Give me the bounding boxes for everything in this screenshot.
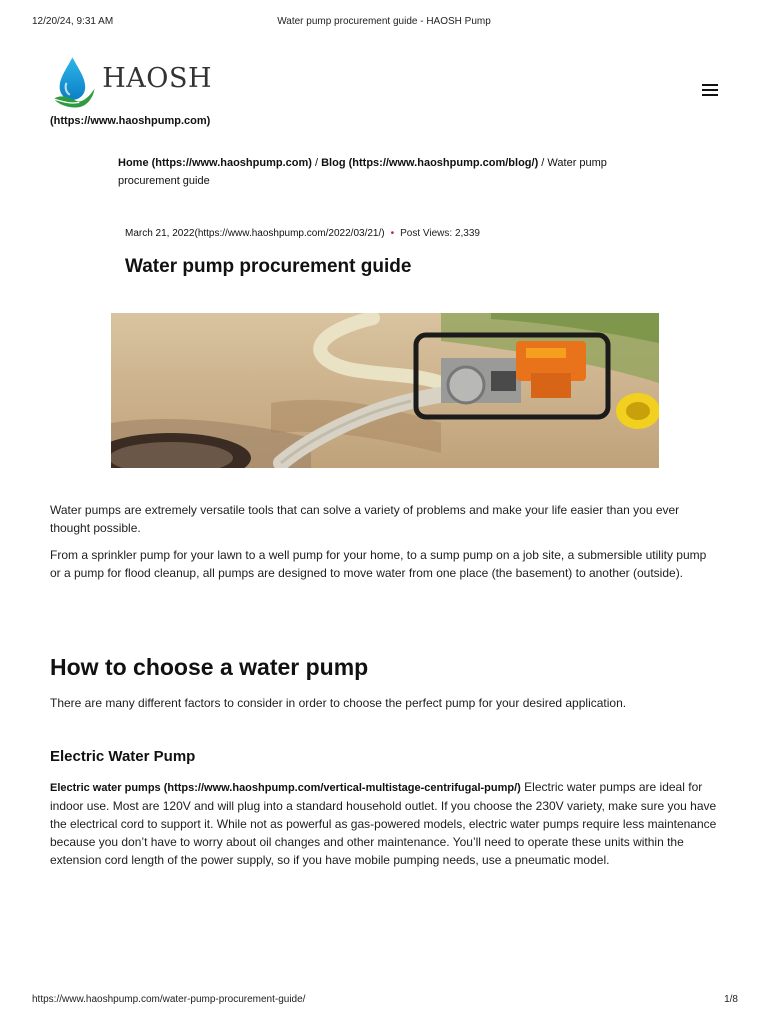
logo-link[interactable]: (https://www.haoshpump.com) [50,115,211,127]
post-date-link[interactable]: March 21, 2022(https://www.haoshpump.com/2022/03/21/) [125,228,385,239]
print-page-number: 1/8 [724,994,738,1005]
section-heading-electric-pump: Electric Water Pump [50,748,196,765]
breadcrumb-current: Water pump procurement guide [118,157,607,187]
intro-paragraph-2: From a sprinkler pump for your lawn to a well pump for your home, to a sump pump on a job site, a submersible utility pump or a pump for flood cleanup, all pumps are designed to move water from one place (the basement) to another (outside). [50,548,707,580]
post-title: Water pump procurement guide [125,256,412,277]
hero-image-water-pump [111,313,659,468]
print-footer [0,994,768,1008]
electric-pump-link[interactable]: Electric water pumps (https://www.haoshpump.com/vertical-multistage-centrifugal-pump/) [50,782,521,794]
print-footer-url: https://www.haoshpump.com/water-pump-procurement-guide/ [32,994,306,1005]
print-datetime: 12/20/24, 9:31 AM [32,16,114,27]
electric-pump-paragraph [50,778,720,869]
meta-separator-dot: • [390,228,395,239]
breadcrumb-separator: / [538,157,548,169]
hamburger-menu-icon[interactable] [702,84,718,96]
section-heading-choose-pump: How to choose a water pump [50,654,369,680]
choose-pump-paragraph: There are many different factors to consider in order to choose the perfect pump for your desired application. [50,696,627,710]
site-logo[interactable] [52,50,212,114]
breadcrumb-separator: / [311,157,322,169]
print-page-title: Water pump procurement guide - HAOSH Pump [277,16,491,27]
print-header [0,16,768,30]
breadcrumb [118,154,658,190]
logo-text: HAOSH [102,62,212,94]
water-drop-hand-logo-icon [52,50,96,114]
intro-paragraph-1: Water pumps are extremely versatile tools that can solve a variety of problems and make your life easier than you ever thought possible. [50,503,680,535]
breadcrumb-blog-link[interactable]: Blog (https://www.haoshpump.com/blog/) [321,157,539,169]
post-views: Post Views: 2,339 [400,228,480,239]
breadcrumb-home-link[interactable]: Home (https://www.haoshpump.com) [118,157,312,169]
post-meta [125,228,480,239]
electric-pump-text: Electric water pumps are ideal for indoor use. Most are 120V and will plug into a standard household outlet. If you choose the 230V variety, make sure you have the electrical cord to support it. While not as powerful as gas-powered models, electric water pumps require less maintenance because you don’t have to worry about oil changes and other maintenance. You’ll need to operate these units within the extension cord length of the power supply, so if you have mobile pumping needs, use a pneumatic model. [50,780,717,867]
